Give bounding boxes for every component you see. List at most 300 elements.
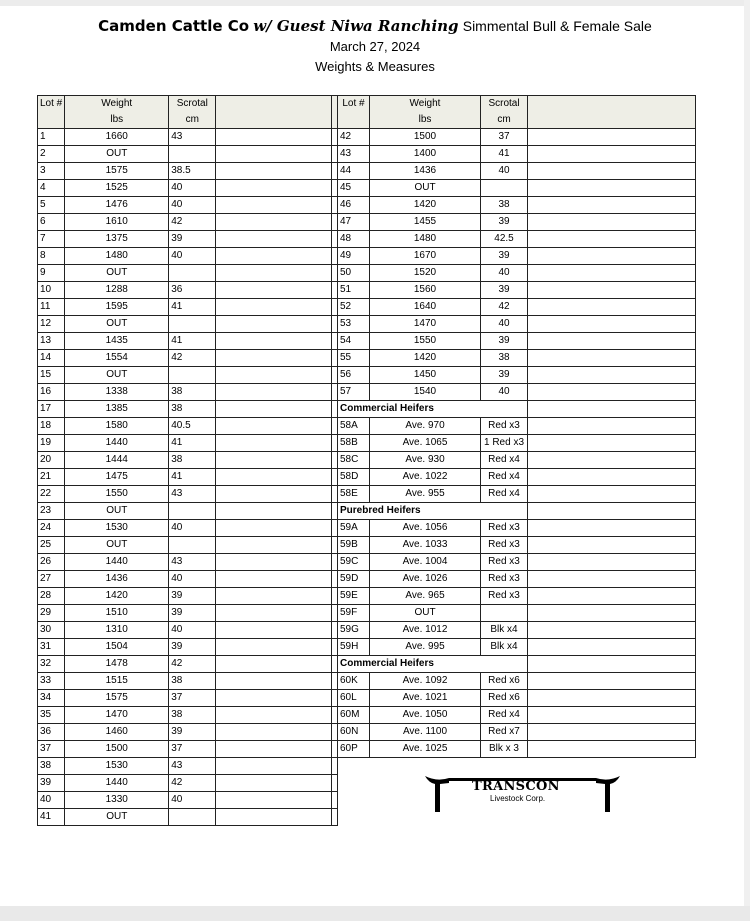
lot-cell: 57 xyxy=(338,384,370,401)
table-row xyxy=(338,571,696,588)
table-row xyxy=(38,248,338,265)
blank-cell xyxy=(216,503,332,520)
table-row xyxy=(338,129,696,146)
weight-header: Weight xyxy=(370,96,481,113)
table-row xyxy=(38,809,338,826)
table-row xyxy=(38,418,338,435)
lot-cell: 3 xyxy=(38,163,65,180)
blank-cell xyxy=(528,520,696,537)
weight-cell: OUT xyxy=(65,265,169,282)
weight-cell: OUT xyxy=(370,180,481,197)
scrotal-cell: Red x6 xyxy=(481,673,528,690)
weight-unit: lbs xyxy=(370,112,481,129)
scrotal-cell xyxy=(481,180,528,197)
weight-cell: Ave. 1021 xyxy=(370,690,481,707)
weight-cell: Ave. 1056 xyxy=(370,520,481,537)
weight-cell: 1436 xyxy=(65,571,169,588)
weight-cell: Ave. 1004 xyxy=(370,554,481,571)
scrotal-cell: 38 xyxy=(169,384,216,401)
blank-cell xyxy=(216,197,332,214)
lot-cell: 1 xyxy=(38,129,65,146)
scrotal-cell: 43 xyxy=(169,554,216,571)
lot-cell: 31 xyxy=(38,639,65,656)
weight-cell: 1480 xyxy=(65,248,169,265)
lot-cell: 12 xyxy=(38,316,65,333)
weight-cell: Ave. 930 xyxy=(370,452,481,469)
scrotal-cell: 39 xyxy=(481,367,528,384)
lot-cell: 42 xyxy=(338,129,370,146)
section-row xyxy=(338,503,696,520)
table-row xyxy=(38,656,338,673)
table-row xyxy=(38,163,338,180)
table-row xyxy=(38,146,338,163)
lot-cell: 59A xyxy=(338,520,370,537)
table-row xyxy=(338,707,696,724)
blank-cell xyxy=(528,724,696,741)
blank-cell xyxy=(216,214,332,231)
lot-cell: 41 xyxy=(38,809,65,826)
table-row xyxy=(338,520,696,537)
left-weights-table xyxy=(37,95,338,826)
weight-cell: Ave. 1065 xyxy=(370,435,481,452)
table-row xyxy=(338,367,696,384)
blank-cell xyxy=(528,367,696,384)
scrotal-cell: 1 Red x3 xyxy=(481,435,528,452)
weight-cell: 1640 xyxy=(370,299,481,316)
table-row xyxy=(38,384,338,401)
header-row xyxy=(338,96,696,113)
blank-cell xyxy=(216,401,332,418)
scrotal-cell: Blk x4 xyxy=(481,639,528,656)
weight-cell: 1330 xyxy=(65,792,169,809)
lot-cell: 23 xyxy=(38,503,65,520)
scrotal-cell: 42 xyxy=(169,775,216,792)
weight-cell: 1550 xyxy=(370,333,481,350)
lot-cell: 29 xyxy=(38,605,65,622)
blank-cell xyxy=(216,656,332,673)
scrotal-cell xyxy=(481,605,528,622)
blank-cell xyxy=(528,146,696,163)
table-row xyxy=(338,265,696,282)
blank-cell xyxy=(216,180,332,197)
lot-cell: 24 xyxy=(38,520,65,537)
lot-cell: 20 xyxy=(38,452,65,469)
lot-cell: 8 xyxy=(38,248,65,265)
scrotal-cell: 40 xyxy=(169,180,216,197)
blank-cell xyxy=(528,707,696,724)
scrotal-cell: 41 xyxy=(169,299,216,316)
weight-cell: 1435 xyxy=(65,333,169,350)
blank-cell xyxy=(216,333,332,350)
table-row xyxy=(38,435,338,452)
lot-cell: 58B xyxy=(338,435,370,452)
scrotal-cell: 38 xyxy=(481,350,528,367)
blank-cell xyxy=(528,418,696,435)
scrotal-cell: Red x4 xyxy=(481,469,528,486)
lot-cell: 50 xyxy=(338,265,370,282)
lot-cell: 21 xyxy=(38,469,65,486)
table-row xyxy=(338,622,696,639)
weight-cell: Ave. 1012 xyxy=(370,622,481,639)
transcon-logo-sub: Livestock Corp. xyxy=(490,794,546,803)
scrotal-cell: 37 xyxy=(169,741,216,758)
weight-cell: 1470 xyxy=(370,316,481,333)
weight-cell: 1460 xyxy=(65,724,169,741)
lot-cell: 26 xyxy=(38,554,65,571)
table-row xyxy=(38,316,338,333)
scrotal-cell: 42 xyxy=(169,656,216,673)
scrotal-cell: 40 xyxy=(169,520,216,537)
scrotal-cell xyxy=(169,537,216,554)
scrotal-cell: 37 xyxy=(169,690,216,707)
scrotal-cell: 36 xyxy=(169,282,216,299)
scrotal-cell: 39 xyxy=(481,214,528,231)
lot-cell: 36 xyxy=(38,724,65,741)
blank-cell xyxy=(216,129,332,146)
weight-cell: 1575 xyxy=(65,690,169,707)
scrotal-cell xyxy=(169,809,216,826)
scrotal-cell: 43 xyxy=(169,758,216,775)
table-row xyxy=(338,452,696,469)
blank-cell xyxy=(216,690,332,707)
table-row xyxy=(338,435,696,452)
table-row xyxy=(38,639,338,656)
scrotal-cell: Red x4 xyxy=(481,486,528,503)
weight-cell: 1504 xyxy=(65,639,169,656)
lot-cell: 22 xyxy=(38,486,65,503)
title-line xyxy=(0,16,750,37)
lot-cell: 15 xyxy=(38,367,65,384)
scrotal-cell: 38 xyxy=(481,197,528,214)
scrotal-cell xyxy=(169,146,216,163)
blank-cell xyxy=(528,639,696,656)
sale-name: Simmental Bull & Female Sale xyxy=(462,18,652,34)
blank-cell xyxy=(216,367,332,384)
scrotal-cell: 38 xyxy=(169,707,216,724)
weight-cell: OUT xyxy=(65,367,169,384)
blank-cell xyxy=(528,350,696,367)
table-row xyxy=(338,231,696,248)
lot-cell: 13 xyxy=(38,333,65,350)
scrotal-cell: 42.5 xyxy=(481,231,528,248)
lot-cell: 59B xyxy=(338,537,370,554)
lot-cell: 7 xyxy=(38,231,65,248)
page-top-shade xyxy=(0,0,750,6)
table-row xyxy=(38,554,338,571)
lot-cell: 32 xyxy=(38,656,65,673)
blank-cell xyxy=(216,605,332,622)
scrotal-cell: 43 xyxy=(169,486,216,503)
blank-cell xyxy=(332,775,338,792)
table-row xyxy=(338,418,696,435)
blank-cell xyxy=(216,809,332,826)
weight-cell: 1500 xyxy=(370,129,481,146)
scrotal-cell: Red x3 xyxy=(481,520,528,537)
weight-cell: Ave. 965 xyxy=(370,588,481,605)
header-row xyxy=(38,96,338,113)
blank-cell xyxy=(216,554,332,571)
lot-cell: 34 xyxy=(38,690,65,707)
scrotal-cell: 38 xyxy=(169,452,216,469)
blank-cell xyxy=(216,775,332,792)
lot-cell: 10 xyxy=(38,282,65,299)
lot-cell: 25 xyxy=(38,537,65,554)
blank-cell xyxy=(528,333,696,350)
table-row xyxy=(338,554,696,571)
blank-cell xyxy=(216,724,332,741)
lot-cell: 28 xyxy=(38,588,65,605)
lot-cell: 45 xyxy=(338,180,370,197)
blank-cell xyxy=(528,163,696,180)
table-row xyxy=(38,197,338,214)
weight-cell: 1480 xyxy=(370,231,481,248)
table-row xyxy=(38,452,338,469)
table-row xyxy=(338,741,696,758)
blank-cell xyxy=(216,350,332,367)
table-row xyxy=(338,724,696,741)
scrotal-cell xyxy=(169,265,216,282)
scrotal-cell: 39 xyxy=(481,248,528,265)
lot-cell: 9 xyxy=(38,265,65,282)
blank-cell xyxy=(528,299,696,316)
scrotal-cell: Red x3 xyxy=(481,554,528,571)
blank-cell xyxy=(216,248,332,265)
blank-cell xyxy=(528,180,696,197)
lot-header: Lot # xyxy=(338,96,370,129)
weight-cell: 1440 xyxy=(65,435,169,452)
scrotal-cell: 38 xyxy=(169,673,216,690)
scrotal-cell: 42 xyxy=(481,299,528,316)
blank-cell xyxy=(528,384,696,401)
weight-cell: OUT xyxy=(65,146,169,163)
weight-cell: 1420 xyxy=(370,350,481,367)
table-row xyxy=(338,197,696,214)
blank-cell xyxy=(528,401,696,418)
blank-header xyxy=(528,96,696,129)
blank-cell xyxy=(216,146,332,163)
table-row xyxy=(38,792,338,809)
blank-cell xyxy=(528,605,696,622)
weight-cell: Ave. 1100 xyxy=(370,724,481,741)
lot-cell: 30 xyxy=(38,622,65,639)
lot-cell: 33 xyxy=(38,673,65,690)
blank-cell xyxy=(216,758,332,775)
blank-cell xyxy=(216,384,332,401)
lot-cell: 18 xyxy=(38,418,65,435)
section-label: Commercial Heifers xyxy=(338,401,528,418)
lot-cell: 52 xyxy=(338,299,370,316)
weight-cell: 1515 xyxy=(65,673,169,690)
table-row xyxy=(38,605,338,622)
blank-cell xyxy=(528,316,696,333)
scrotal-cell: Red x6 xyxy=(481,690,528,707)
scrotal-cell: Red x7 xyxy=(481,724,528,741)
table-row xyxy=(338,282,696,299)
lot-cell: 43 xyxy=(338,146,370,163)
section-label: Commercial Heifers xyxy=(338,656,528,673)
scrotal-cell: Blk x4 xyxy=(481,622,528,639)
scrotal-cell: 39 xyxy=(169,639,216,656)
weight-cell: Ave. 1033 xyxy=(370,537,481,554)
weight-cell: 1525 xyxy=(65,180,169,197)
blank-cell xyxy=(216,435,332,452)
lot-cell: 47 xyxy=(338,214,370,231)
weight-cell: 1440 xyxy=(65,554,169,571)
weight-cell: 1520 xyxy=(370,265,481,282)
lot-cell: 19 xyxy=(38,435,65,452)
lot-cell: 58E xyxy=(338,486,370,503)
weight-cell: 1440 xyxy=(65,775,169,792)
lot-cell: 51 xyxy=(338,282,370,299)
weight-cell: 1310 xyxy=(65,622,169,639)
scrotal-cell: 39 xyxy=(169,588,216,605)
weight-cell: 1560 xyxy=(370,282,481,299)
scrotal-cell: 39 xyxy=(169,724,216,741)
weight-unit: lbs xyxy=(65,112,169,129)
table-row xyxy=(38,486,338,503)
lot-cell: 59C xyxy=(338,554,370,571)
table-row xyxy=(38,690,338,707)
blank-cell xyxy=(528,214,696,231)
scrotal-cell xyxy=(169,367,216,384)
table-row xyxy=(38,333,338,350)
lot-cell: 37 xyxy=(38,741,65,758)
sheet-subtitle: Weights & Measures xyxy=(315,59,435,74)
scrotal-cell: 42 xyxy=(169,214,216,231)
weight-cell: 1510 xyxy=(65,605,169,622)
table-row xyxy=(338,384,696,401)
lot-header: Lot # xyxy=(38,96,65,129)
blank-cell xyxy=(528,469,696,486)
blank-cell xyxy=(528,690,696,707)
scrotal-cell: 42 xyxy=(169,350,216,367)
blank-cell xyxy=(216,707,332,724)
weight-cell: Ave. 1022 xyxy=(370,469,481,486)
table-row xyxy=(338,605,696,622)
weight-cell: 1610 xyxy=(65,214,169,231)
blank-cell xyxy=(528,741,696,758)
blank-cell xyxy=(528,265,696,282)
lot-cell: 58A xyxy=(338,418,370,435)
scrotal-cell: 38.5 xyxy=(169,163,216,180)
weight-cell: Ave. 970 xyxy=(370,418,481,435)
page-bottom-shade xyxy=(0,906,750,921)
weight-cell: 1476 xyxy=(65,197,169,214)
table-row xyxy=(38,673,338,690)
scrotal-cell: 40 xyxy=(481,384,528,401)
table-row xyxy=(38,282,338,299)
page-right-shade xyxy=(744,0,750,921)
lot-cell: 5 xyxy=(38,197,65,214)
weight-cell: 1540 xyxy=(370,384,481,401)
blank-cell xyxy=(528,486,696,503)
weight-cell: OUT xyxy=(65,809,169,826)
scrotal-unit: cm xyxy=(481,112,528,129)
lot-cell: 46 xyxy=(338,197,370,214)
lot-cell: 14 xyxy=(38,350,65,367)
table-row xyxy=(38,180,338,197)
table-row xyxy=(38,741,338,758)
table-row xyxy=(38,299,338,316)
lot-cell: 59F xyxy=(338,605,370,622)
lot-cell: 59G xyxy=(338,622,370,639)
table-row xyxy=(38,367,338,384)
scrotal-cell: 39 xyxy=(481,333,528,350)
blank-cell xyxy=(528,656,696,673)
lot-cell: 44 xyxy=(338,163,370,180)
weight-cell: Ave. 1025 xyxy=(370,741,481,758)
weight-cell: 1400 xyxy=(370,146,481,163)
weight-cell: OUT xyxy=(65,537,169,554)
table-row xyxy=(38,231,338,248)
scrotal-cell: 43 xyxy=(169,129,216,146)
lot-cell: 60M xyxy=(338,707,370,724)
weight-cell: Ave. 1050 xyxy=(370,707,481,724)
weight-cell: OUT xyxy=(370,605,481,622)
lot-cell: 27 xyxy=(38,571,65,588)
scrotal-cell: 41 xyxy=(169,333,216,350)
scrotal-cell: 40 xyxy=(481,265,528,282)
blank-cell xyxy=(216,486,332,503)
blank-cell xyxy=(528,231,696,248)
lot-cell: 60K xyxy=(338,673,370,690)
lot-cell: 2 xyxy=(38,146,65,163)
scrotal-cell: 38 xyxy=(169,401,216,418)
guest-ranch: w/ Guest Niwa Ranching xyxy=(253,17,459,35)
scrotal-cell xyxy=(169,316,216,333)
scrotal-cell: 40 xyxy=(169,571,216,588)
table-row xyxy=(338,588,696,605)
blank-cell xyxy=(332,758,338,775)
lot-cell: 59E xyxy=(338,588,370,605)
blank-cell xyxy=(528,503,696,520)
weight-cell: 1338 xyxy=(65,384,169,401)
weight-cell: 1660 xyxy=(65,129,169,146)
table-row xyxy=(338,690,696,707)
table-row xyxy=(338,333,696,350)
table-row xyxy=(338,299,696,316)
weight-cell: 1478 xyxy=(65,656,169,673)
blank-cell xyxy=(528,452,696,469)
table-row xyxy=(38,571,338,588)
right-weights-table xyxy=(337,95,696,758)
table-row xyxy=(38,707,338,724)
blank-cell xyxy=(216,622,332,639)
blank-cell xyxy=(216,673,332,690)
blank-cell xyxy=(216,537,332,554)
scrotal-cell: Red x3 xyxy=(481,418,528,435)
table-row xyxy=(338,486,696,503)
blank-cell xyxy=(528,622,696,639)
table-row xyxy=(38,622,338,639)
blank-cell xyxy=(528,554,696,571)
scrotal-cell: Red x4 xyxy=(481,452,528,469)
lot-cell: 60N xyxy=(338,724,370,741)
weight-cell: Ave. 1092 xyxy=(370,673,481,690)
table-row xyxy=(38,469,338,486)
blank-cell xyxy=(216,639,332,656)
table-row xyxy=(338,469,696,486)
table-row xyxy=(338,537,696,554)
lot-cell: 48 xyxy=(338,231,370,248)
weight-cell: 1595 xyxy=(65,299,169,316)
lot-cell: 38 xyxy=(38,758,65,775)
table-row xyxy=(38,129,338,146)
lot-cell: 11 xyxy=(38,299,65,316)
weight-cell: 1475 xyxy=(65,469,169,486)
weight-cell: 1550 xyxy=(65,486,169,503)
blank-cell xyxy=(528,129,696,146)
